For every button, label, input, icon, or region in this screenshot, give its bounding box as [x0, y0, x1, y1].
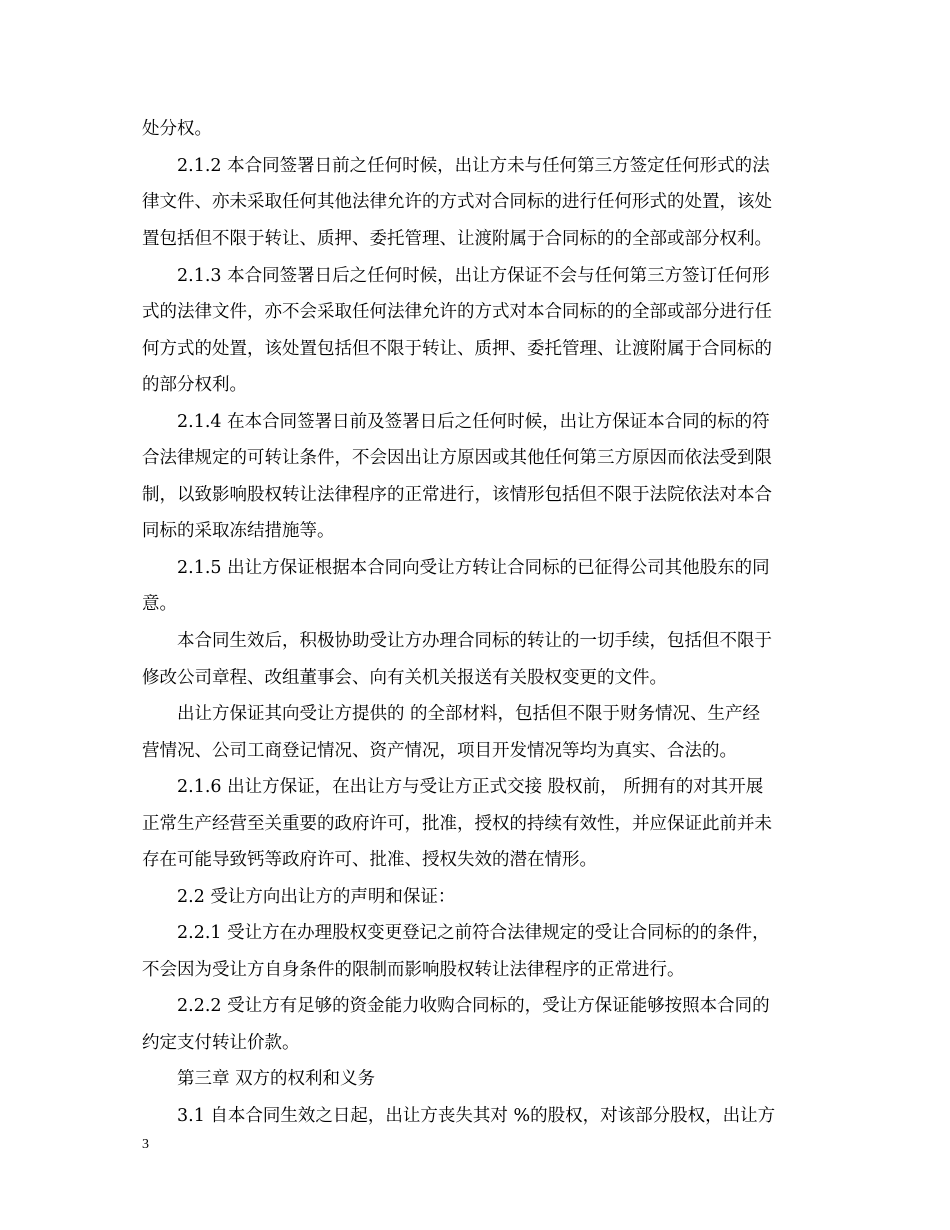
text-line-12: 同标的采取冻结措施等。	[142, 521, 335, 541]
text-line-10: 合法律规定的可转让条件，不会因出让方原因或其他任何第三方原因而依法受到限	[142, 448, 772, 468]
text-line-6: 式的法律文件，亦不会采取任何法律允许的方式对本合同标的的全部或部分进行任	[142, 302, 772, 322]
text-line-15: 本合同生效后，积极协助受让方办理合同标的转让的一切手续，包括但不限于	[177, 631, 772, 651]
text-line-18: 营情况、公司工商登记情况、资产情况，项目开发情况等均为真实、合法的。	[142, 741, 737, 761]
text-line-21: 存在可能导致钙等政府许可、批准、授权失效的潜在情形。	[142, 850, 597, 870]
text-line-25: 2.2.2 受让方有足够的资金能力收购合同标的，受让方保证能够按照本合同的	[177, 996, 770, 1016]
text-line-11: 制，以致影响股权转让法律程序的正常进行，该情形包括但不限于法院依法对本合	[142, 485, 772, 505]
text-line-20: 正常生产经营至关重要的政府许可，批准，授权的持续有效性，并应保证此前并未	[142, 814, 772, 834]
text-line-23: 2.2.1 受让方在办理股权变更登记之前符合法律规定的受让合同标的的条件，	[177, 923, 770, 943]
text-line-3: 律文件、亦未采取任何其他法律允许的方式对合同标的进行任何形式的处置，该处	[142, 192, 772, 212]
text-line-24: 不会因为受让方自身条件的限制而影响股权转让法律程序的正常进行。	[142, 960, 685, 980]
text-line-2: 2.1.2 本合同签署日前之任何时候，出让方未与任何第三方签定任何形式的法	[177, 156, 770, 176]
text-line-9: 2.1.4 在本合同签署日前及签署日后之任何时候，出让方保证本合同的标的符	[177, 412, 770, 432]
page-number: 3	[142, 1137, 149, 1152]
text-line-19: 2.1.6 出让方保证，在出让方与受让方正式交接 股权前， 所拥有的对其开展	[177, 777, 764, 797]
text-line-17: 出让方保证其向受让方提供的 的全部材料，包括但不限于财务情况、生产经	[177, 704, 761, 724]
text-line-14: 意。	[142, 594, 177, 614]
text-line-4: 置包括但不限于转让、质押、委托管理、让渡附属于合同标的的全部或部分权利。	[142, 229, 772, 249]
text-line-8: 的部分权利。	[142, 375, 247, 395]
text-line-13: 2.1.5 出让方保证根据本合同向受让方转让合同标的已征得公司其他股东的同	[177, 558, 770, 578]
text-line-7: 何方式的处置，该处置包括但不限于转让、质押、委托管理、让渡附属于合同标的	[142, 339, 772, 359]
text-line-16: 修改公司章程、改组董事会、向有关机关报送有关股权变更的文件。	[142, 668, 667, 688]
text-line-28: 3.1 自本合同生效之日起，出让方丧失其对 %的股权，对该部分股权，出让方	[177, 1106, 776, 1126]
text-line-22: 2.2 受让方向出让方的声明和保证：	[177, 887, 456, 907]
text-line-5: 2.1.3 本合同签署日后之任何时候，出让方保证不会与任何第三方签订任何形	[177, 266, 770, 286]
chapter-heading: 第三章 双方的权利和义务	[177, 1069, 376, 1089]
text-line-26: 约定支付转让价款。	[142, 1033, 300, 1053]
text-line-1: 处分权。	[142, 119, 212, 139]
